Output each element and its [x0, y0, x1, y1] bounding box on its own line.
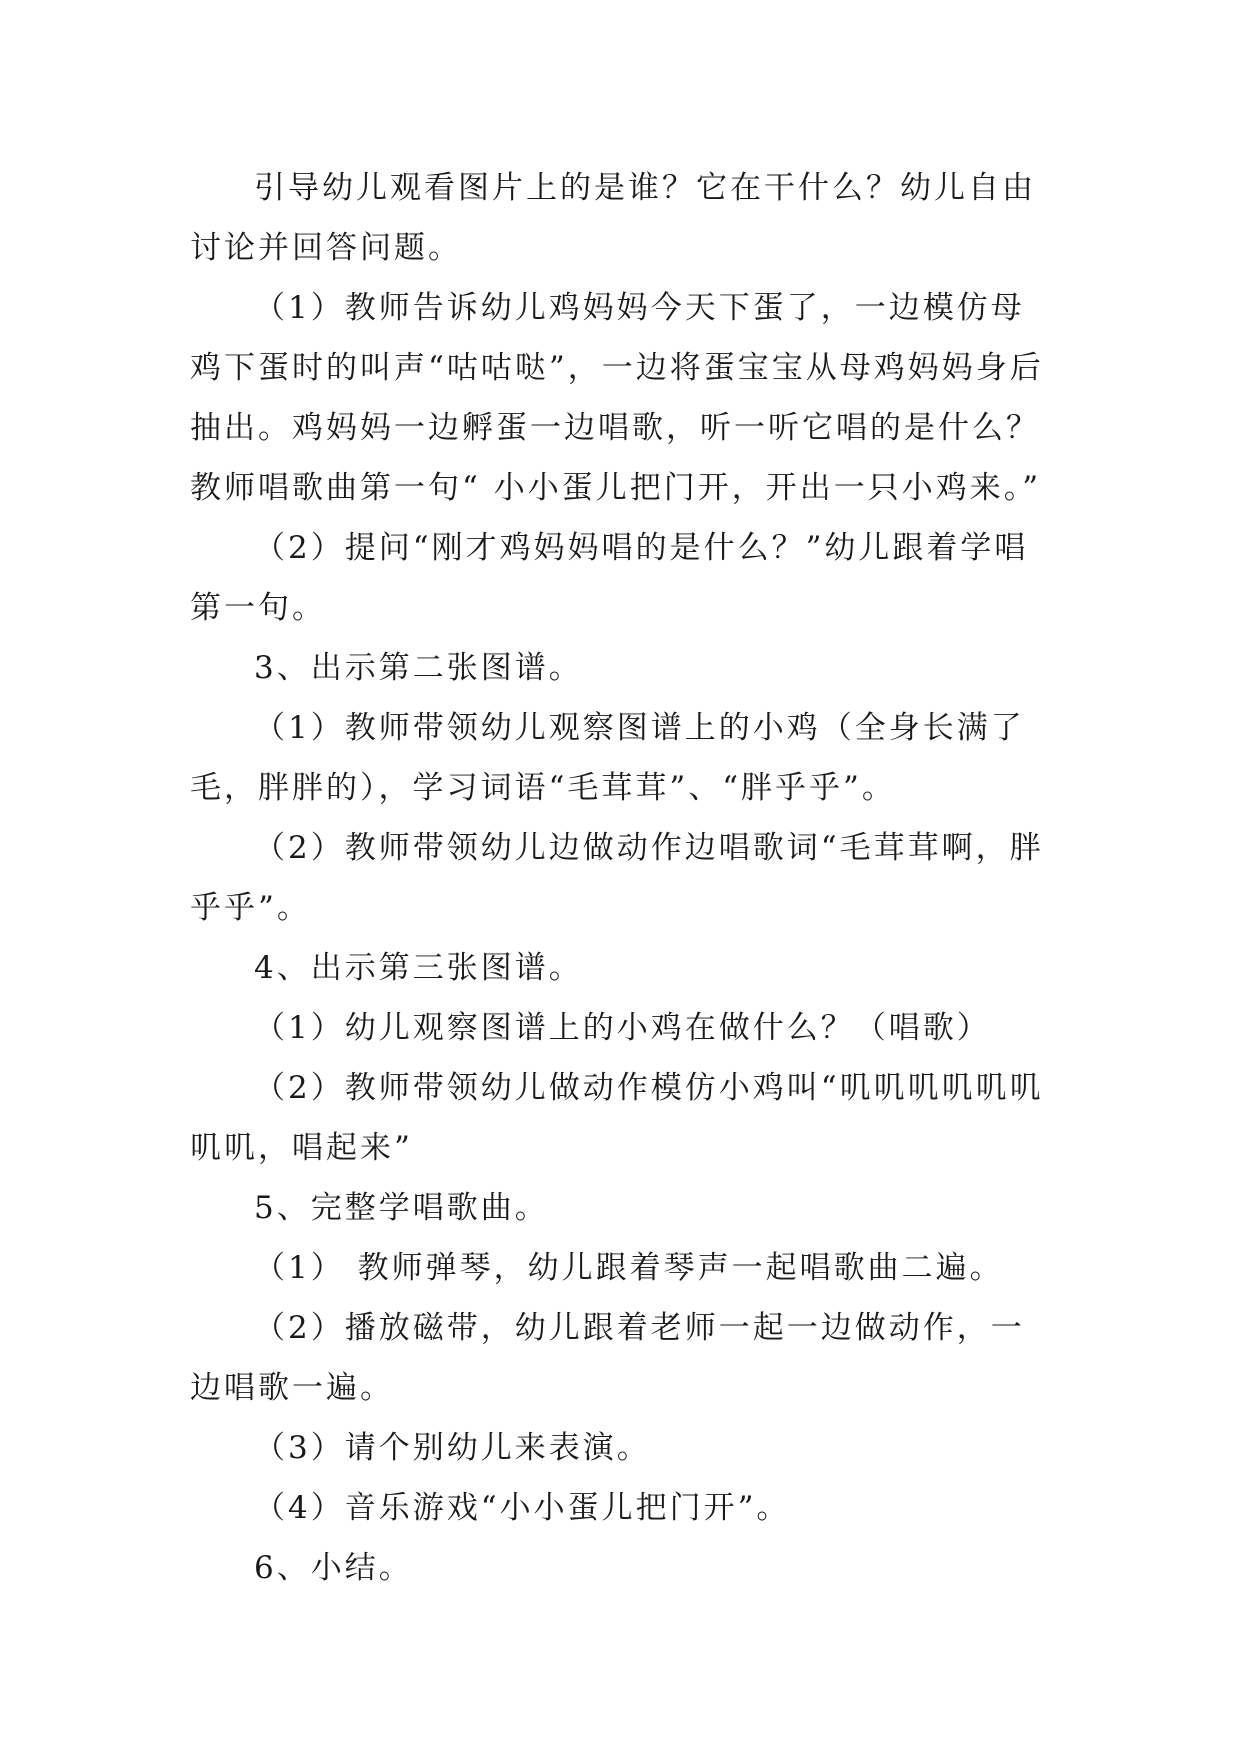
document-body: [190, 158, 1050, 1598]
paragraph-5-1: （1） 教师弹琴，幼儿跟着琴声一起唱歌曲二遍。: [254, 1250, 1004, 1286]
paragraph-step-1: （1）教师告诉幼儿鸡妈妈今天下蛋了，一边模仿母鸡下蛋时的叫声“咕咕哒”，一边将蛋宝宝从母鸡妈妈身后抽出。鸡妈妈一边孵蛋一边唱歌，听一听它唱的是什么？教师唱歌曲第一句“ 小小蛋儿把门开，开出一只小鸡来。”: [190, 290, 1044, 506]
paragraph-step-2: （2）提问“刚才鸡妈妈唱的是什么？”幼儿跟着学唱第一句。: [190, 530, 1029, 626]
section-heading-6: 6、小结。: [254, 1550, 413, 1586]
section-heading-5: 5、完整学唱歌曲。: [254, 1190, 549, 1226]
section-heading-4: 4、出示第三张图谱。: [254, 950, 583, 986]
paragraph-3-2: （2）教师带领幼儿边做动作边唱歌词“毛茸茸啊，胖乎乎”。: [190, 830, 1044, 926]
paragraph-5-4: （4）音乐游戏“小小蛋儿把门开”。: [254, 1490, 791, 1526]
paragraph-4-2: （2）教师带领幼儿做动作模仿小鸡叫“叽叽叽叽叽叽叽叽，唱起来”: [190, 1070, 1044, 1166]
paragraph-5-3: （3）请个别幼儿来表演。: [254, 1430, 651, 1466]
section-heading-3: 3、出示第二张图谱。: [254, 650, 583, 686]
paragraph-4-1: （1）幼儿观察图谱上的小鸡在做什么？（唱歌）: [254, 1010, 991, 1046]
paragraph-5-2: （2）播放磁带，幼儿跟着老师一起一边做动作，一边唱歌一遍。: [190, 1310, 1025, 1406]
paragraph-3-1: （1）教师带领幼儿观察图谱上的小鸡（全身长满了毛，胖胖的），学习词语“毛茸茸”、“胖乎乎”。: [190, 710, 1025, 806]
paragraph-intro: 引导幼儿观看图片上的是谁？它在干什么？幼儿自由讨论并回答问题。: [190, 170, 1036, 266]
